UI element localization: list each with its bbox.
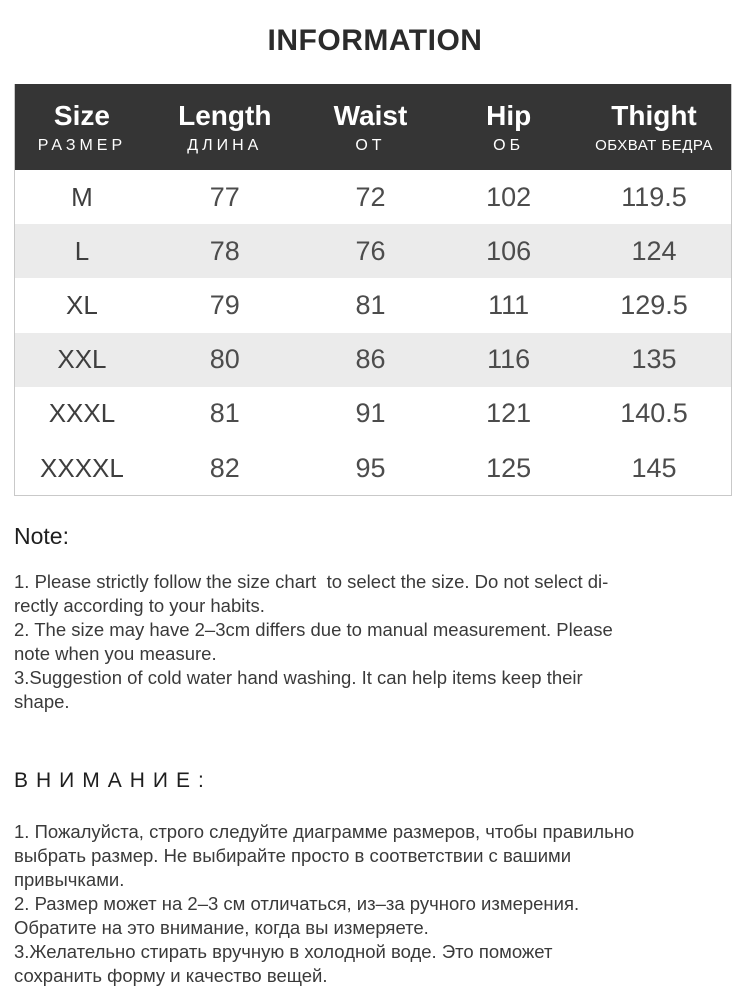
table-row-xl — [15, 278, 731, 332]
attention-line: привычками. — [14, 869, 125, 891]
hip-cell: 106 — [486, 235, 532, 266]
table-row-l — [15, 224, 731, 278]
attention-line: сохранить форму и качество вещей. — [14, 965, 328, 987]
note-line: note when you measure. — [14, 643, 217, 665]
column-header-thight-en: Thight — [611, 100, 697, 131]
length-cell: 80 — [209, 344, 240, 375]
table-row-xxxl — [15, 387, 731, 441]
attention-line: 1. Пожалуйста, строго следуйте диаграмме размеров, чтобы правильно — [14, 821, 635, 843]
table-row-m — [15, 170, 731, 224]
size-cell: XXXL — [48, 398, 116, 429]
attention-heading: ВНИМАНИЕ: — [14, 769, 212, 793]
note-line: 2. The size may have 2–3cm differs due to manual measurement. Please — [14, 619, 613, 641]
column-header-waist-ru: ОТ — [355, 137, 386, 154]
size-chart-header-row — [15, 84, 731, 170]
attention-line: Обратите на это внимание, когда вы измеряете. — [14, 917, 429, 939]
note-heading: Note: — [14, 523, 69, 550]
table-row-xxxxl — [15, 441, 731, 495]
attention-line: 3.Желательно стирать вручную в холодной воде. Это поможет — [14, 941, 553, 963]
column-header-hip — [440, 84, 577, 170]
note-body — [14, 570, 736, 714]
waist-cell: 86 — [355, 344, 386, 375]
note-line: 3.Suggestion of cold water hand washing. It can help items keep their — [14, 667, 583, 689]
note-line: 1. Please strictly follow the size chart to select the size. Do not select di- — [14, 571, 609, 593]
column-header-hip-en: Hip — [486, 100, 532, 131]
column-header-length-en: Length — [178, 100, 272, 131]
waist-cell: 91 — [355, 398, 386, 429]
column-header-hip-ru: ОБ — [493, 137, 525, 154]
page-title: INFORMATION — [267, 24, 483, 57]
hip-cell: 102 — [486, 181, 532, 212]
size-cell: XXL — [57, 344, 107, 375]
size-chart-table — [14, 84, 732, 496]
size-cell: L — [74, 235, 90, 266]
thight-cell: 129.5 — [620, 289, 688, 320]
length-cell: 81 — [209, 398, 240, 429]
thight-cell: 119.5 — [621, 181, 687, 212]
column-header-size-en: Size — [53, 100, 110, 131]
note-line: rectly according to your habits. — [14, 595, 265, 617]
attention-body — [14, 820, 736, 988]
size-cell: XL — [66, 289, 98, 320]
thight-cell: 145 — [631, 452, 677, 483]
attention-line: выбрать размер. Не выбирайте просто в соответствии с вашими — [14, 845, 572, 867]
thight-cell: 124 — [631, 235, 677, 266]
column-header-thight — [577, 84, 731, 170]
waist-cell: 95 — [355, 452, 386, 483]
hip-cell: 111 — [488, 289, 530, 320]
table-row-xxl — [15, 333, 731, 387]
size-cell: M — [71, 181, 93, 212]
hip-cell: 125 — [486, 452, 532, 483]
attention-line: 2. Размер может на 2–3 см отличаться, из–за ручного измерения. — [14, 893, 580, 915]
length-cell: 79 — [209, 289, 240, 320]
column-header-waist-en: Waist — [333, 100, 408, 131]
column-header-size-ru: РАЗМЕР — [37, 137, 127, 154]
waist-cell: 72 — [355, 181, 386, 212]
thight-cell: 140.5 — [620, 398, 688, 429]
column-header-size — [15, 84, 149, 170]
column-header-thight-ru: ОБХВАТ БЕДРА — [595, 137, 713, 154]
length-cell: 78 — [209, 235, 240, 266]
waist-cell: 76 — [355, 235, 386, 266]
column-header-length-ru: ДЛИНА — [187, 137, 263, 154]
size-chart-body — [15, 170, 731, 495]
thight-cell: 135 — [631, 344, 677, 375]
length-cell: 77 — [209, 181, 240, 212]
size-information-page — [0, 26, 750, 988]
note-section — [14, 522, 736, 714]
waist-cell: 81 — [355, 289, 386, 320]
hip-cell: 121 — [486, 398, 532, 429]
note-line: shape. — [14, 691, 70, 713]
hip-cell: 116 — [487, 344, 531, 375]
attention-section — [14, 769, 736, 988]
column-header-length — [149, 84, 301, 170]
length-cell: 82 — [209, 452, 240, 483]
column-header-waist — [301, 84, 441, 170]
size-cell: XXXXL — [40, 452, 124, 483]
